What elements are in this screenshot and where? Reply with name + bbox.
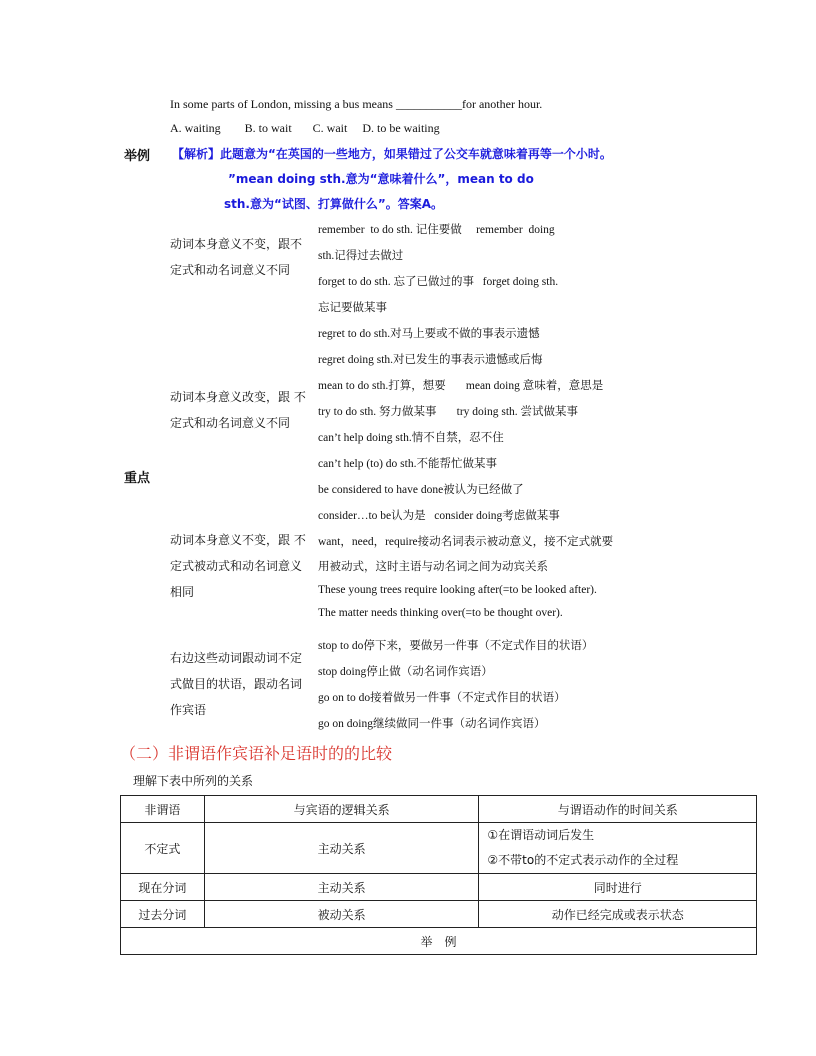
row-relation: 被动关系 — [204, 901, 479, 928]
header-time-relation: 与谓语动作的时间关系 — [479, 796, 757, 823]
row-name: 现在分词 — [121, 874, 205, 901]
row-time: 同时进行 — [479, 874, 757, 901]
analysis-line-2: ”mean doing sth.意为“意味着什么”，mean to do — [228, 172, 534, 186]
analysis-line-3: sth.意为“试图、打算做什么”。答案A。 — [224, 197, 444, 211]
section-2-heading: （二）非谓语作宾语补足语时的的比较 — [120, 744, 393, 763]
group-2-line-4: try to do sth. 努力做某事 try doing sth. 尝试做某事 — [318, 406, 579, 418]
table-footer-row — [121, 928, 757, 955]
example-question: In some parts of London, missing a bus means ___________for another hour. — [170, 97, 543, 111]
comparison-table — [120, 795, 757, 955]
group-1-line-2: sth.记得过去做过 — [318, 250, 404, 262]
group-4-line-3: go on to do接着做另一件事（不定式作目的状语） — [318, 692, 566, 704]
group-1-line-1: remember to do sth. 记住要做 remember doing — [318, 224, 555, 236]
group-1-category: 动词本身意义不变，跟不定式和动名词意义不同 — [170, 237, 303, 277]
row-time-line: ②不带to的不定式表示动作的全过程 — [487, 853, 679, 867]
group-3-line-4: The matter needs thinking over(=to be thought over). — [318, 607, 563, 619]
header-nonfinite: 非谓语 — [121, 796, 205, 823]
row-time: 动作已经完成或表示状态 — [479, 901, 757, 928]
table-row — [121, 823, 757, 874]
table-row — [121, 901, 757, 928]
group-2-line-8: consider…to be认为是 consider doing考虑做某事 — [318, 510, 560, 522]
group-2-line-5: can’t help doing sth.情不自禁，忍不住 — [318, 432, 504, 444]
table-row — [121, 874, 757, 901]
table-footer: 举 例 — [121, 928, 757, 955]
group-1-line-4: 忘记要做某事 — [318, 302, 387, 314]
group-4-category: 右边这些动词跟动词不定式做目的状语，跟动名词作宾语 — [170, 651, 303, 717]
row-relation: 主动关系 — [204, 823, 479, 874]
group-2-category: 动词本身意义改变，跟 不 定式和动名词意义不同 — [170, 390, 306, 430]
header-object-relation: 与宾语的逻辑关系 — [204, 796, 479, 823]
example-label: 举例 — [124, 149, 151, 164]
row-time-line: ①在谓语动词后发生 — [487, 828, 595, 842]
group-2-line-1: regret to do sth.对马上要或不做的事表示遗憾 — [318, 328, 540, 340]
group-4-line-1: stop to do停下来，要做另一件事（不定式作目的状语） — [318, 640, 594, 652]
example-options: A. waiting B. to wait C. wait D. to be waiting — [170, 121, 440, 135]
group-2-line-7: be considered to have done被认为已经做了 — [318, 484, 524, 496]
row-time — [479, 823, 757, 874]
table-header-row — [121, 796, 757, 823]
group-2-line-3: mean to do sth.打算，想要 mean doing 意味着，意思是 — [318, 380, 604, 392]
group-3-line-2: 用被动式，这时主语与动名词之间为动宾关系 — [318, 561, 548, 573]
group-4-line-4: go on doing继续做同一件事（动名词作宾语） — [318, 718, 546, 730]
analysis-line-1: 【解析】此题意为“在英国的一些地方，如果错过了公交车就意味着再等一个小时。 — [172, 147, 612, 161]
row-relation: 主动关系 — [204, 874, 479, 901]
row-name: 过去分词 — [121, 901, 205, 928]
group-3-line-1: want，need，require接动名词表示被动意义，接不定式就要 — [318, 536, 614, 548]
section-2-intro: 理解下表中所列的关系 — [133, 774, 254, 788]
group-2-line-6: can’t help (to) do sth.不能帮忙做某事 — [318, 458, 497, 470]
row-name: 不定式 — [121, 823, 205, 874]
group-3-category: 动词本身意义不变，跟 不 定式被动式和动名词意义相同 — [170, 533, 306, 599]
group-4-line-2: stop doing停止做（动名词作宾语） — [318, 666, 493, 678]
group-1-line-3: forget to do sth. 忘了已做过的事 forget doing sth. — [318, 276, 559, 288]
group-2-line-2: regret doing sth.对已发生的事表示遗憾或后悔 — [318, 354, 543, 366]
key-points-label: 重点 — [124, 471, 151, 486]
group-3-line-3: These young trees require looking after(=to be looked after). — [318, 584, 597, 596]
